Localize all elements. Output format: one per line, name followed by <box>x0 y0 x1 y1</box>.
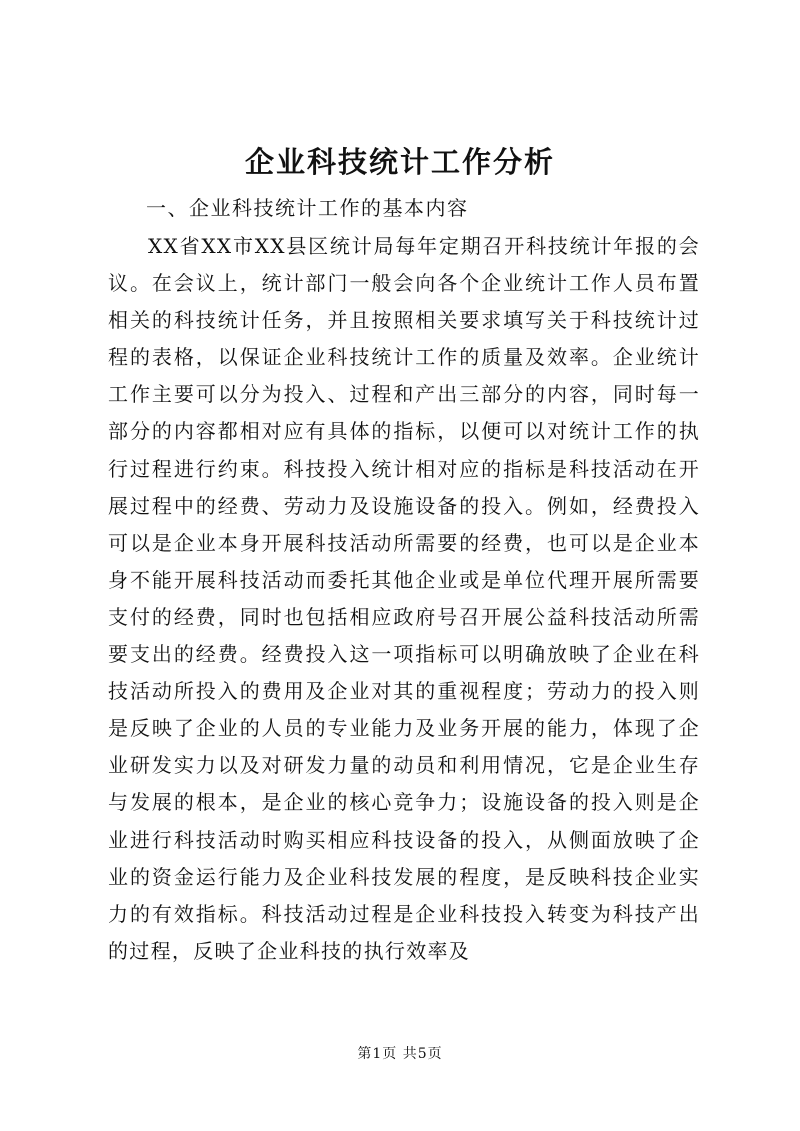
document-title: 企业科技统计工作分析 <box>244 145 555 179</box>
section-heading: 一、企业科技统计工作的基本内容 <box>146 196 469 220</box>
page-footer: 第1页 共5页 <box>357 1046 443 1062</box>
body-paragraph: XX省XX市XX县区统计局每年定期召开科技统计年报的会议。在会议上，统计部门一般会向各个企业统计工作人员布置相关的科技统计任务，并且按照相关要求填写关于科技统计过程的表格，以保证企业科技统计工作的质量及效率。企业统计工作主要可以分为投入、过程和产出三部分的内容，同时每一部分的内容都相对应有具体的指标，以便可以对统计工作的执行过程进行约束。科技投入统计相对应的指标是科技活动在开展过程中的经费、劳动力及设施设备的投入。例如，经费投入可以是企业本身开展科技活动所需要的经费，也可以是企业本身不能开展科技活动而委托其他企业或是单位代理开展所需要支付的经费，同时也包括相应政府号召开展公益科技活动所需要支出的经费。经费投入这一项指标可以明确放映了企业在科技活动所投入的费用及企业对其的重视程度；劳动力的投入则是反映了企业的人员的专业能力及业务开展的能力，体现了企业研发实力以及对研发力量的动员和利用情况，它是企业生存与发展的根本，是企业的核心竞争力；设施设备的投入则是企业进行科技活动时购买相应科技设备的投入，从侧面放映了企业的资金运行能力及企业科技发展的程度，是反映科技企业实力的有效指标。科技活动过程是企业科技投入转变为科技产出的过程，反映了企业科技的执行效率及 <box>108 234 700 963</box>
